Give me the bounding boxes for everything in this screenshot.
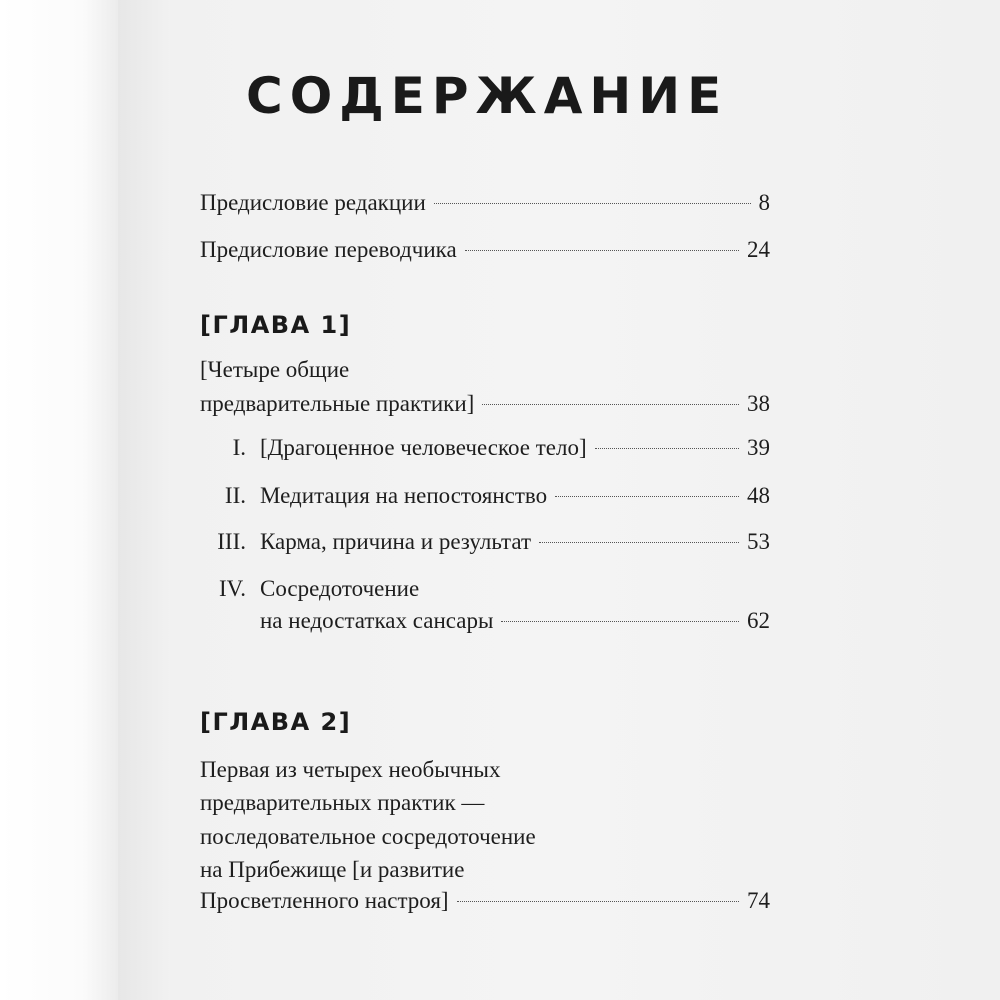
toc-page-number: 8: [758, 190, 770, 215]
roman-numeral: I.: [232, 435, 246, 460]
chapter-1-intro-line: [Четыре общие: [200, 357, 350, 382]
roman-numeral: II.: [224, 483, 246, 508]
toc-entry-text: Просветленного настроя]: [200, 888, 449, 913]
toc-entry-impermanence[interactable]: [186, 481, 770, 510]
left-page-margin: [0, 0, 118, 1000]
toc-entry-text: Предисловие редакции: [200, 190, 426, 215]
dot-leader: [482, 404, 739, 405]
toc-page-number: 38: [747, 391, 770, 416]
toc-page-number: 62: [747, 608, 770, 633]
toc-entry-text: Медитация на непостоянство: [260, 483, 548, 508]
toc-page-number: 53: [747, 529, 770, 554]
dot-leader: [595, 448, 739, 449]
toc-page-number: 48: [747, 483, 770, 508]
dot-leader: [457, 901, 739, 902]
toc-entry-samsara-line1: [186, 574, 419, 603]
roman-numeral: IV.: [218, 576, 246, 601]
toc-entry-text: Сосредоточение: [260, 576, 420, 601]
toc-page-number: 24: [747, 237, 770, 262]
dot-leader: [501, 621, 739, 622]
toc-entry-samsara[interactable]: [186, 606, 770, 635]
dot-leader: [465, 250, 739, 251]
page-title: СОДЕРЖАНИЕ: [246, 67, 729, 125]
toc-entry-editors-preface[interactable]: [200, 188, 770, 217]
toc-entry-text: [Драгоценное человеческое тело]: [260, 435, 587, 460]
chapter-2-heading: [ГЛАВА 2]: [200, 708, 352, 736]
chapter-2-title-line: Первая из четырех необычных: [200, 757, 501, 782]
chapter-2-title-line: предварительных практик —: [200, 790, 485, 815]
toc-entry-text: на недостатках сансары: [260, 608, 494, 633]
toc-page-number: 39: [747, 435, 770, 460]
chapter-2-title-line: на Прибежище [и развитие: [200, 857, 465, 882]
dot-leader: [434, 203, 751, 204]
toc-page-number: 74: [747, 888, 770, 913]
toc-entry-text: Предисловие переводчика: [200, 237, 457, 262]
roman-numeral: III.: [217, 529, 246, 554]
dot-leader: [555, 496, 739, 497]
toc-entry-karma[interactable]: [186, 527, 770, 556]
toc-entry-translators-preface[interactable]: [200, 235, 770, 264]
toc-entry-general-practices[interactable]: [200, 389, 770, 418]
toc-entry-precious-human-body[interactable]: [186, 433, 770, 462]
chapter-1-heading: [ГЛАВА 1]: [200, 311, 352, 339]
chapter-2-title-line: последовательное сосредоточение: [200, 824, 536, 849]
toc-entry-refuge[interactable]: [200, 886, 770, 915]
toc-entry-text: Карма, причина и результат: [260, 529, 531, 554]
toc-entry-text: предварительные практики]: [200, 391, 475, 416]
dot-leader: [539, 542, 739, 543]
